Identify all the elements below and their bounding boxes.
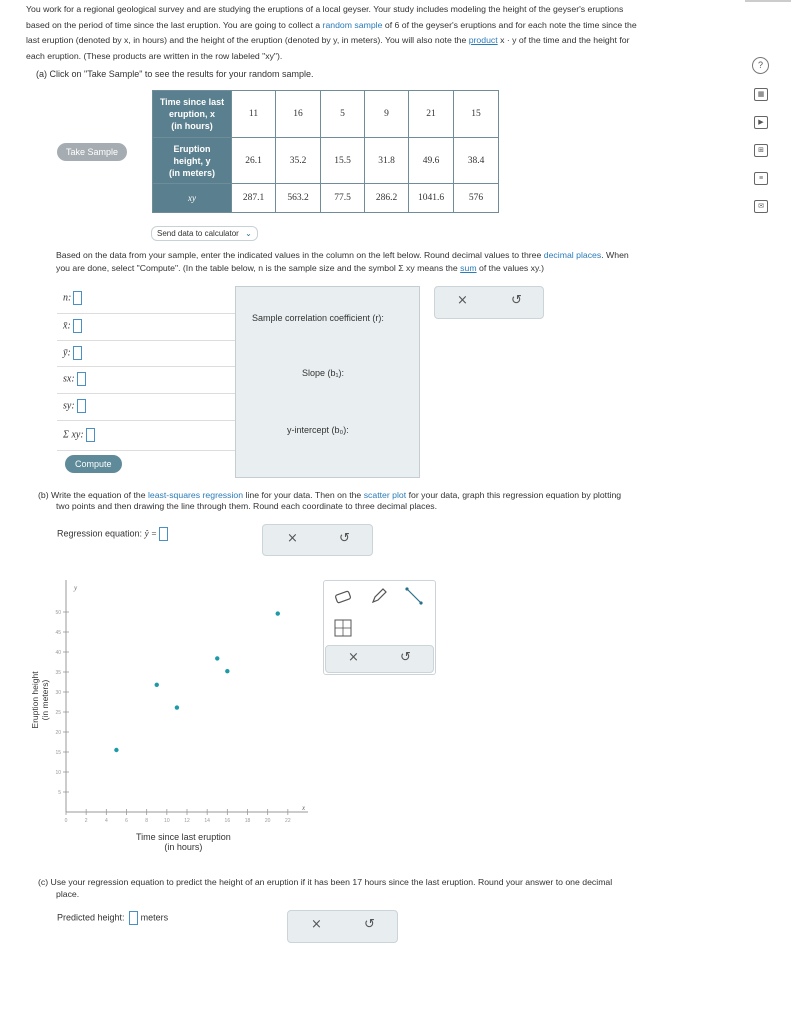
divider [57,420,235,421]
scatter-point [276,611,280,615]
y-value: 31.8 [365,138,409,184]
part-a-instructions [56,249,736,275]
x-tick-label: 0 [64,818,68,824]
header-xy: xy [153,184,232,213]
instruction-line: of the values xy.) [479,263,545,273]
sx-row [63,372,86,386]
x-value: 16 [276,91,321,138]
pencil-icon[interactable] [370,587,388,605]
x-value: 21 [409,91,454,138]
line-tool-icon[interactable] [404,586,424,606]
regression-input[interactable] [159,527,168,541]
close-icon[interactable]: × [287,531,298,546]
ybar-input[interactable] [73,346,82,360]
undo-icon[interactable]: ↺ [339,531,350,546]
y-axis-letter: y [74,584,78,592]
xy-value: 286.2 [365,184,409,213]
x-tick-label: 8 [145,818,149,824]
scatter-point [175,705,179,709]
n-label: n: [63,292,72,304]
video-icon[interactable]: ▶ [754,116,768,129]
intercept-label: y-intercept (b₀): [287,425,349,435]
scatter-plot-link[interactable]: scatter plot [363,490,407,500]
undo-icon[interactable]: ↺ [400,650,411,665]
divider [57,366,235,367]
decimal-places-link[interactable]: decimal places [543,250,602,260]
intro-line: You work for a regional geological survey and are studying the eruptions of a local geyser. Your study includes modeling the height of the geyser's eruptions [26,4,624,14]
close-icon[interactable]: × [457,293,468,308]
sx-label: sx: [63,373,75,385]
instruction-line: . When [601,250,629,260]
header-y-line: Eruption [173,143,211,154]
sy-input[interactable] [77,399,86,413]
chevron-down-icon: ⌄ [245,229,252,238]
predicted-unit: meters [140,912,169,923]
part-a-instruction: (a) Click on "Take Sample" to see the results for your random sample. [36,69,314,79]
ybar-row [63,346,82,360]
intro-line: of 6 of the geyser's eruptions and for each note the time since the [384,19,637,30]
xy-value: 576 [454,184,499,213]
part-b-line: for your data, graph this regression equation by plotting [408,490,622,500]
xbar-label: x̄: [63,320,71,332]
y-tick-label: 10 [55,770,61,776]
part-b-line: (b) Write the equation of the [38,490,146,500]
compute-button[interactable]: Compute [65,455,122,473]
xbar-input[interactable] [73,319,82,333]
xbar-row [63,319,82,333]
data-table-icon[interactable]: ⊞ [754,144,768,157]
instruction-line: you are done, select "Compute". (In the table below, n is the sample size and the symbol Σ xy means the [56,263,458,273]
part-c-line: place. [56,889,80,899]
header-x-line: eruption, x [168,109,215,119]
intro-line: each eruption. (These products are written in the row labeled "xy"). [26,50,283,61]
y-tick-label: 45 [55,630,61,636]
textbook-icon[interactable]: ≡ [754,172,768,185]
x-tick-label: 6 [125,818,128,824]
x-tick-label: 14 [204,818,210,824]
y-tick-label: 15 [55,750,61,756]
y-tick-label: 50 [55,610,61,616]
y-value: 38.4 [454,138,499,184]
grid-tool-icon[interactable] [334,619,352,637]
sx-input[interactable] [77,372,86,386]
x-axis-title [136,832,231,852]
xy-value: 77.5 [321,184,365,213]
regression-eq: ŷ = [144,528,157,539]
scatter-point [225,669,229,673]
lsr-link[interactable]: least-squares regression [147,490,244,500]
predicted-input[interactable] [129,911,138,925]
xy-value: 287.1 [232,184,276,213]
part-b-line: two points and then drawing the line through them. Round each coordinate to three decimal places. [56,501,438,511]
ybar-label: ȳ: [63,347,71,359]
x-axis-title-line: Time since last eruption [136,832,231,842]
y-axis-title: Eruption height (in meters) [30,671,50,729]
y-value: 26.1 [232,138,276,184]
y-tick-label: 40 [55,650,61,656]
header-y [153,138,232,184]
divider [57,313,235,314]
x-value: 9 [365,91,409,138]
mail-icon[interactable]: ✉ [754,200,768,213]
close-icon[interactable]: × [311,917,322,932]
answer-tools-b [262,524,373,556]
sum-link[interactable]: sum [460,263,477,273]
header-x-line: Time since last [159,97,225,107]
part-b-instructions [38,490,728,512]
slope-label: Slope (b₁): [302,368,345,378]
header-y-line: height, y [173,155,211,166]
y-value: 49.6 [409,138,454,184]
divider [57,340,235,341]
regression-label: Regression equation: [57,528,143,539]
intro-line: based on the period of time since the last eruption. You are going to collect a [26,19,321,30]
send-to-calculator-button[interactable] [151,226,258,241]
part-c-instructions [38,876,728,900]
predicted-row [57,911,168,925]
n-input[interactable] [73,291,82,305]
header-x [153,91,232,138]
scatter-point [114,748,118,752]
x-value: 15 [454,91,499,138]
y-value: 15.5 [321,138,365,184]
x-tick-label: 22 [285,818,291,824]
graph-tools-panel [323,580,436,675]
x-tick-label: 2 [84,818,88,824]
random-sample-link[interactable]: random sample [322,19,383,30]
x-tick-label: 4 [104,818,108,824]
regression-row [57,527,168,541]
undo-icon[interactable]: ↺ [364,917,375,932]
xy-value: 1041.6 [409,184,454,213]
product-link[interactable]: product [468,35,498,45]
sidebar-top-edge [745,0,791,2]
calculator-icon[interactable]: ▦ [754,88,768,101]
correlation-label: Sample correlation coefficient (r): [252,313,384,323]
undo-icon[interactable]: ↺ [511,293,522,308]
x-tick-label: 20 [264,818,271,824]
x-axis-letter: x [302,804,306,812]
graph-tools-actions [325,645,434,673]
problem-intro [26,2,726,64]
take-sample-button[interactable]: Take Sample [57,143,127,161]
close-icon[interactable]: × [348,650,359,665]
scatter-point [155,683,159,687]
sum-xy-input[interactable] [86,428,95,442]
instruction-line: Based on the data from your sample, enter the indicated values in the column on the left below. Round decimal values to three [56,250,542,260]
y-tick-label: 30 [55,690,61,696]
x-value: 5 [321,91,365,138]
x-value: 11 [232,91,276,138]
part-b-line: line for your data. Then on the [245,490,362,500]
intro-line: last eruption (denoted by x, in hours) and the height of the eruption (denoted by y, in meters). You will also note the [26,35,467,45]
y-tick-label: 20 [55,730,61,736]
help-icon[interactable]: ? [752,57,769,74]
divider [57,393,235,394]
x-axis-title-line: (in hours) [164,842,203,852]
xy-value: 563.2 [276,184,321,213]
header-y-line: (in meters) [168,167,215,178]
sy-row [63,399,86,413]
sample-table [152,90,499,213]
scatter-plot[interactable] [50,580,320,830]
x-tick-label: 10 [164,818,170,824]
divider [57,450,235,451]
x-tick-label: 16 [224,818,231,824]
answer-tools-c [287,910,398,943]
sum-xy-row [63,428,95,442]
scatter-point [215,656,219,660]
y-tick-label: 5 [58,790,61,796]
sum-xy-label: Σ xy: [63,429,84,441]
part-c-line: (c) Use your regression equation to predict the height of an eruption if it has been 17 hours since the last eruption. Round your answer to one decimal [38,877,613,887]
predicted-label: Predicted height: [57,912,125,923]
x-tick-label: 18 [244,818,251,824]
n-row [63,291,82,305]
answer-tools-a [434,286,544,319]
y-value: 35.2 [276,138,321,184]
y-tick-label: 25 [55,710,61,716]
send-to-calculator-label: Send data to calculator [157,229,239,238]
sy-label: sy: [63,400,75,412]
eraser-icon[interactable] [334,589,354,605]
header-x-line: (in hours) [171,121,213,131]
x-tick-label: 12 [184,818,190,824]
y-tick-label: 35 [55,670,61,676]
intro-line: x · y of the time and the height for [500,35,630,45]
